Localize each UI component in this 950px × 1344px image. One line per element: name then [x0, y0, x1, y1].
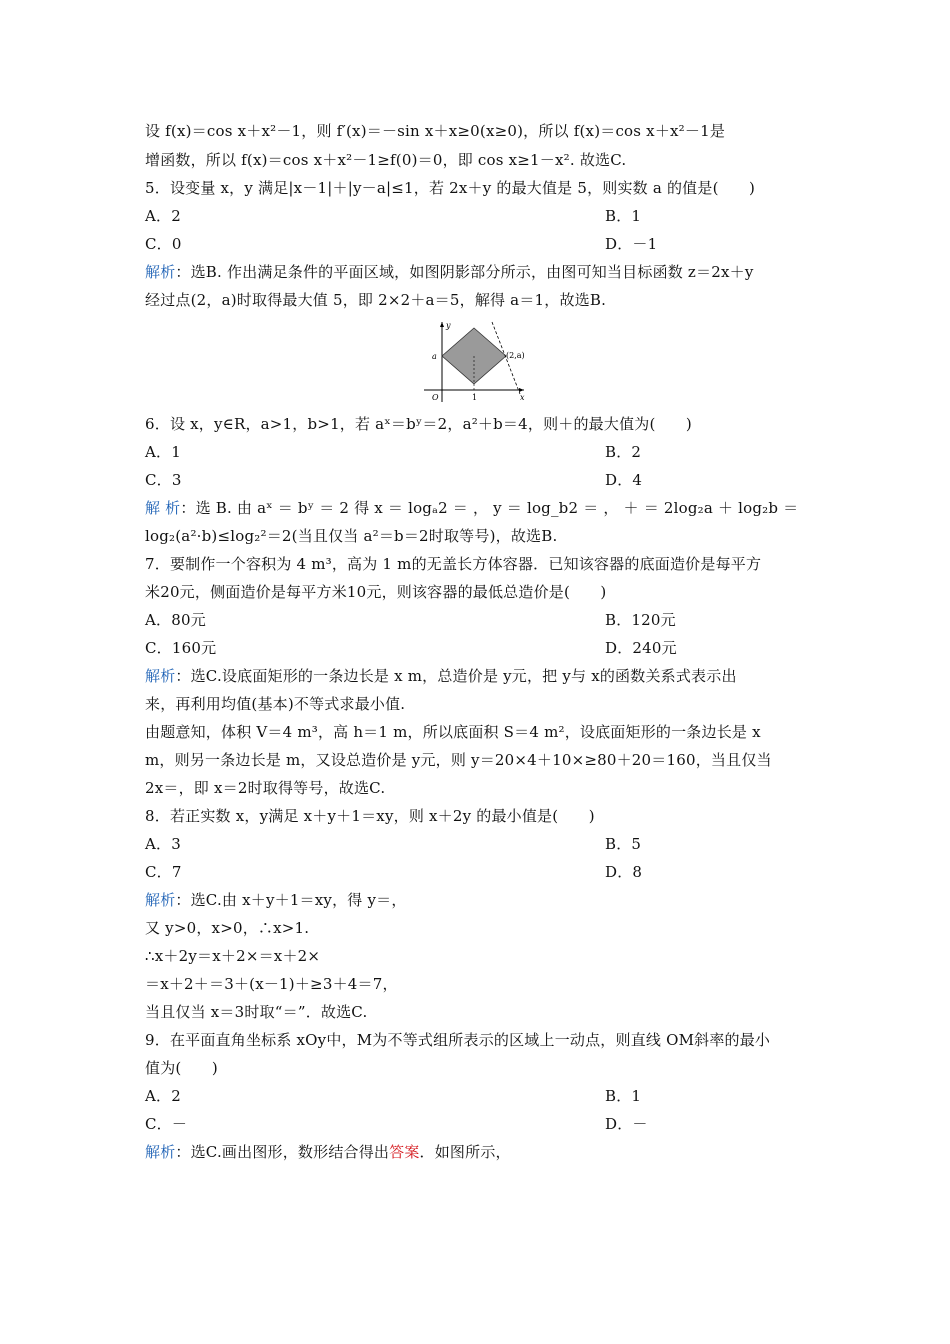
region-figure [420, 318, 530, 404]
x-axis-arrow-icon [519, 388, 524, 392]
question-9: 9．在平面直角坐标系 xOy中，M为不等式组所表示的区域上一动点，则直线 OM斜率的最小 [145, 1031, 771, 1049]
option-a: A．2 [145, 1087, 181, 1105]
text-line: 米20元，侧面造价是每平方米10元，则该容器的最低总造价是( ) [145, 583, 607, 601]
tick-label: 1 [472, 393, 478, 402]
solution-text: ：选C.由 x＋y＋1＝xy，得 y＝， [175, 891, 407, 909]
text-line: 来，再利用均值(基本)不等式求最小值. [145, 695, 406, 713]
option-a: A．1 [145, 443, 181, 461]
option-c: C．7 [145, 863, 182, 881]
solution-5-line [145, 262, 810, 282]
solution-6-line [145, 498, 810, 518]
text-line: log₂(a²·b)≤log₂²＝2(当且仅当 a²＝b＝2时取等号)，故选B. [145, 527, 558, 545]
origin-label: O [432, 393, 439, 402]
solution-9-line [145, 1142, 810, 1162]
option-d: D．4 [605, 471, 643, 489]
option-b: B．1 [605, 207, 642, 225]
solution-text: ：选C.设底面矩形的一条边长是 x m，总造价是 y元，把 y与 x的函数关系式表示出 [175, 667, 737, 685]
solution-text: ：选B. 作出满足条件的平面区域，如图阴影部分所示，由图可知当目标函数 z＝2x＋y [175, 263, 754, 281]
question-8: 8．若正实数 x，y满足 x＋y＋1＝xy，则 x＋2y 的最小值是( ) [145, 807, 595, 825]
answer-link[interactable]: 答案 [389, 1143, 420, 1161]
option-a: A．80元 [145, 611, 206, 629]
text-line: 设 f(x)＝cos x＋x²－1，则 f′(x)＝－sin x＋x≥0(x≥0)，所以 f(x)＝cos x＋x²－1是 [145, 122, 726, 140]
option-row [145, 610, 810, 630]
solution-text: ．如图所示， [419, 1143, 511, 1161]
option-a: A．2 [145, 207, 181, 225]
y-axis-arrow-icon [440, 322, 444, 327]
question-5: 5．设变量 x，y 满足|x－1|＋|y－a|≤1，若 2x＋y 的最大值是 5，则实数 a 的值是( ) [145, 179, 756, 197]
x-label: x [520, 393, 525, 402]
text-line: 增函数，所以 f(x)＝cos x＋x²－1≥f(0)＝0，即 cos x≥1－x². 故选C. [145, 151, 627, 169]
solution-8-line [145, 890, 810, 910]
option-row [145, 206, 810, 226]
solution-text: ：选 B. 由 aˣ ＝ bʸ ＝ 2 得 x ＝ logₐ2 ＝ ， y ＝ log_b2 ＝ ， ＋ ＝ 2log₂a ＋ log₂b ＝ [180, 499, 799, 517]
text-line: 又 y>0，x>0，∴x>1. [145, 919, 310, 937]
question-7: 7．要制作一个容积为 4 m³，高为 1 m的无盖长方体容器．已知该容器的底面造价是每平方 [145, 555, 762, 573]
option-row [145, 234, 810, 254]
solution-label: 解 析 [145, 499, 181, 517]
option-row [145, 1114, 810, 1134]
text-line: m，则另一条边长是 m，又设总造价是 y元，则 y＝20×4＋10×≥80＋20＝160，当且仅当 [145, 751, 772, 769]
text-line: ∴x＋2y＝x＋2×＝x＋2× [145, 947, 321, 965]
question-6: 6．设 x，y∈R，a>1，b>1，若 aˣ＝bʸ＝2，a²＋b＝4，则＋的最大值为( ) [145, 415, 692, 433]
option-c: C．－ [145, 1115, 188, 1133]
option-b: B．1 [605, 1087, 642, 1105]
solution-text: ：选C.画出图形，数形结合得出 [175, 1143, 390, 1161]
point-label: (2,a) [506, 351, 525, 360]
option-row [145, 442, 810, 462]
text-line: ＝x＋2＋＝3＋(x－1)＋≥3＋4＝7， [145, 975, 398, 993]
option-row [145, 470, 810, 490]
solution-label: 解析 [145, 891, 176, 909]
a-label: a [432, 352, 437, 361]
option-c: C．0 [145, 235, 182, 253]
text-line: 由题意知，体积 V＝4 m³，高 h＝1 m，所以底面积 S＝4 m²，设底面矩形的一条边长是 x [145, 723, 761, 741]
y-label: y [446, 321, 451, 330]
option-c: C．160元 [145, 639, 217, 657]
text-line: 值为( ) [145, 1059, 218, 1077]
option-d: D．－1 [605, 235, 658, 253]
text-line: 当且仅当 x＝3时取“＝”．故选C. [145, 1003, 368, 1021]
option-b: B．120元 [605, 611, 676, 629]
option-d: D．8 [605, 863, 643, 881]
option-row [145, 862, 810, 882]
solution-label: 解析 [145, 263, 176, 281]
option-b: B．2 [605, 443, 642, 461]
option-b: B．5 [605, 835, 642, 853]
option-d: D．240元 [605, 639, 677, 657]
option-c: C．3 [145, 471, 182, 489]
option-d: D．－ [605, 1115, 648, 1133]
option-row [145, 834, 810, 854]
solution-7-line [145, 666, 810, 686]
option-row [145, 638, 810, 658]
option-a: A．3 [145, 835, 181, 853]
solution-label: 解析 [145, 667, 176, 685]
solution-label: 解析 [145, 1143, 176, 1161]
text-line: 经过点(2，a)时取得最大值 5，即 2×2＋a＝5，解得 a＝1，故选B. [145, 291, 607, 309]
option-row [145, 1086, 810, 1106]
text-line: 2x＝，即 x＝2时取得等号，故选C. [145, 779, 386, 797]
